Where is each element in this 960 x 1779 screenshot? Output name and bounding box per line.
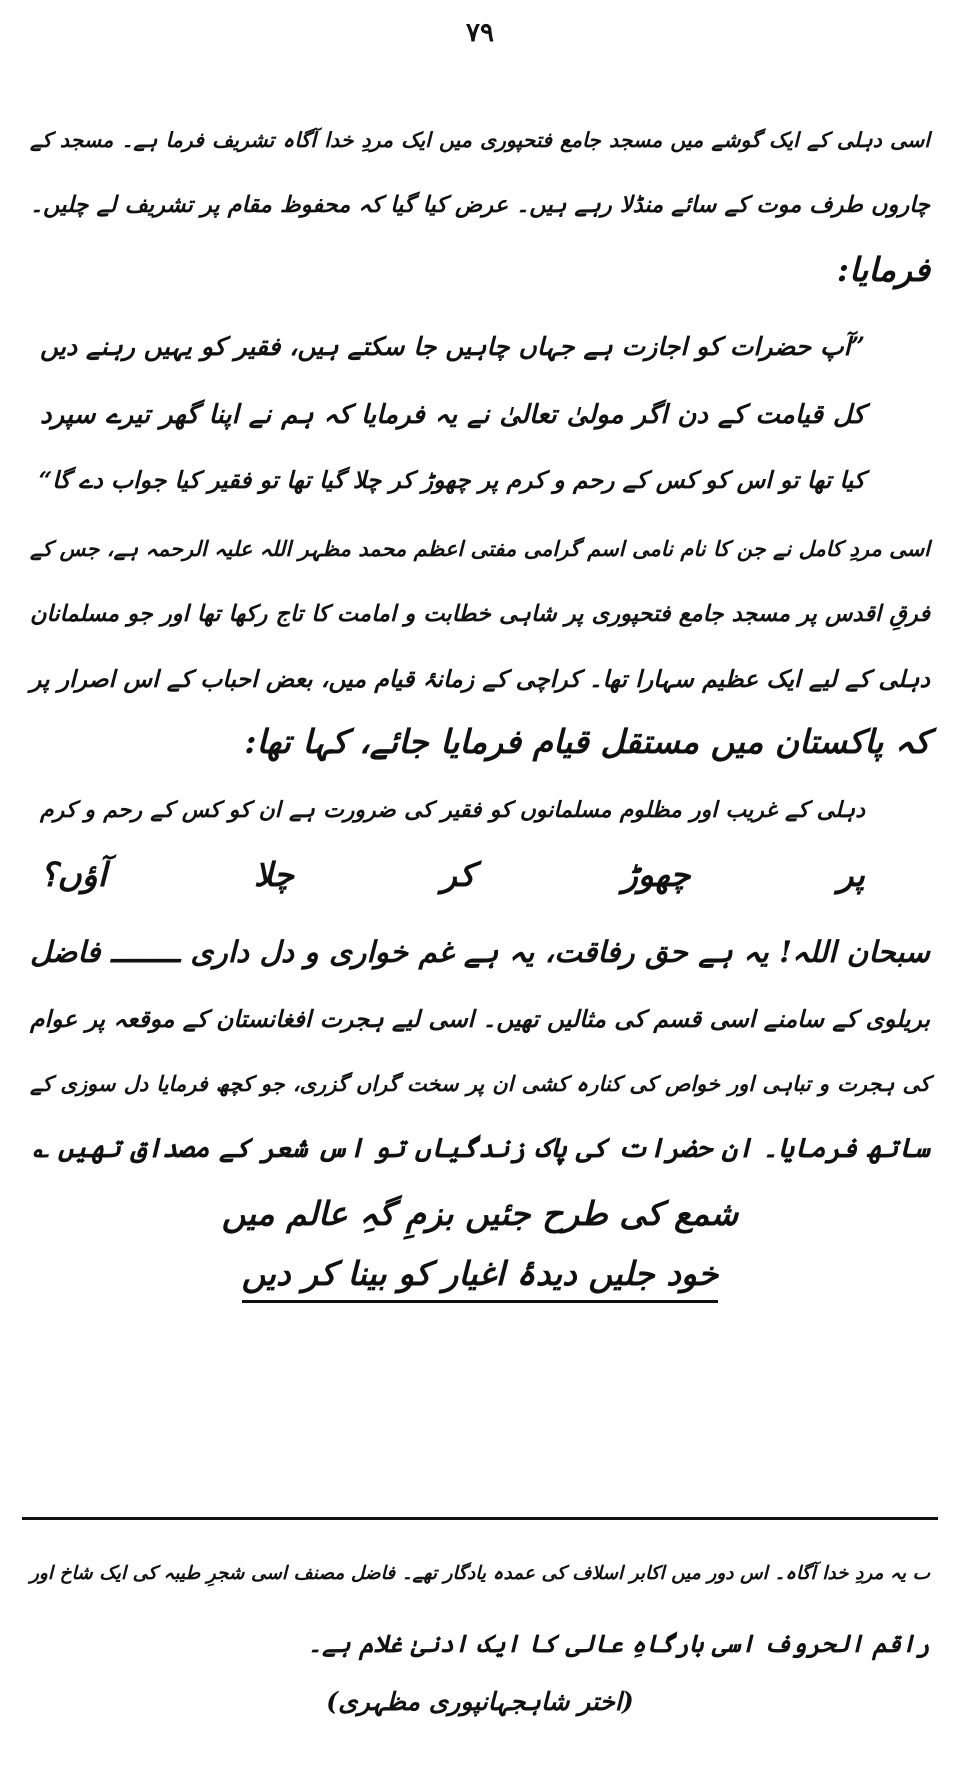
quote-2-line-2: پر چھوڑ کر چلا آؤں؟ [40,855,865,894]
footnote-divider [22,1517,938,1520]
paragraph-1-line-1: اسی دہلی کے ایک گوشے میں مسجد جامع فتحپوری میں ایک مردِ خدا آگاہ تشریف فرما ہے۔ مسجد کے [30,128,930,152]
paragraph-1-line-2: چاروں طرف موت کے سائے منڈلا رہے ہیں۔ عرض کیا گیا کہ محفوظ مقام پر تشریف لے چلیں۔ [30,192,930,218]
quote-1-line-1: ”آپ حضرات کو اجازت ہے جہاں چاہیں جا سکتے ہیں، فقیر کو یہیں رہنے دیں [40,332,865,361]
paragraph-2-line-3: دہلی کے لیے ایک عظیم سہارا تھا۔ کراچی کے زمانۂ قیام میں، بعض احباب کے اس اصرار پر [30,665,930,693]
verse-line-2: خود جلیں دیدۂ اغیار کو بینا کر دیں [242,1252,719,1303]
quote-1-line-3: کیا تھا تو اس کو کس کے رحم و کرم پر چھوڑ کر چلا گیا تھا تو فقیر کیا جواب دے گا“ [38,466,865,494]
verse-line-1: شمع کی طرح جئیں بزمِ گہِ عالم میں [221,1194,739,1233]
footnote-line-2: راقم الحروف اسی بارگاہِ عالی کا ایک ادنیٰ غلام ہے۔ [307,1629,930,1658]
footnote-line-1: ٮ یہ مردِ خدا آگاہ۔ اس دور میں اکابر اسلاف کی عمدہ یادگار تھے۔ فاضل مصنف اسی شجرِ طیبہ کی ایک شاخ اور [30,1563,930,1584]
footnote-signature: (اختر شاہجہانپوری مظہری) [326,1687,634,1716]
verse-line-2-wrapper [0,1252,960,1303]
paragraph-3-line-4: ساتھ فرمایا۔ ان حضرات کی پاک زندگیاں تو اس شعر کے مصداق تھیں ؎ [32,1133,930,1164]
paragraph-2-line-1: اسی مردِ کامل نے جن کا نام نامی اسم گرامی مفتی اعظم محمد مظہر اللہ علیہ الرحمہ ہے، جس کے [30,536,930,561]
paragraph-2-line-2: فرقِ اقدس پر مسجد جامع فتحپوری پر شاہی خطابت و امامت کا تاج رکھا تھا اور جو مسلمانان [30,601,930,627]
page-number: ۷۹ [466,18,494,48]
paragraph-3-line-1: سبحان اللہ! یہ ہے حق رفاقت، یہ ہے غم خواری و دل داری ــــــــ فاضل [30,934,930,969]
paragraph-3-line-3: کی ہجرت و تباہی اور خواص کی کنارہ کشی ان پر سخت گراں گزری، جو کچھ فرمایا دل سوزی کے [30,1071,930,1096]
paragraph-3-line-2: بریلوی کے سامنے اسی قسم کی مثالیں تھیں۔ اسی لیے ہجرت افغانستان کے موقعہ پر عوام [30,1005,930,1033]
paragraph-1-line-3: فرمایا: [836,250,930,289]
quote-1-line-2: کل قیامت کے دن اگر مولیٰ تعالیٰ نے یہ فرمایا کہ ہم نے اپنا گھر تیرے سپرد [40,400,865,430]
paragraph-2-line-4: کہ پاکستان میں مستقل قیام فرمایا جائے، کہا تھا: [244,722,930,761]
quote-2-line-1: دہلی کے غریب اور مظلوم مسلمانوں کو فقیر کی ضرورت ہے ان کو کس کے رحم و کرم [40,797,865,823]
